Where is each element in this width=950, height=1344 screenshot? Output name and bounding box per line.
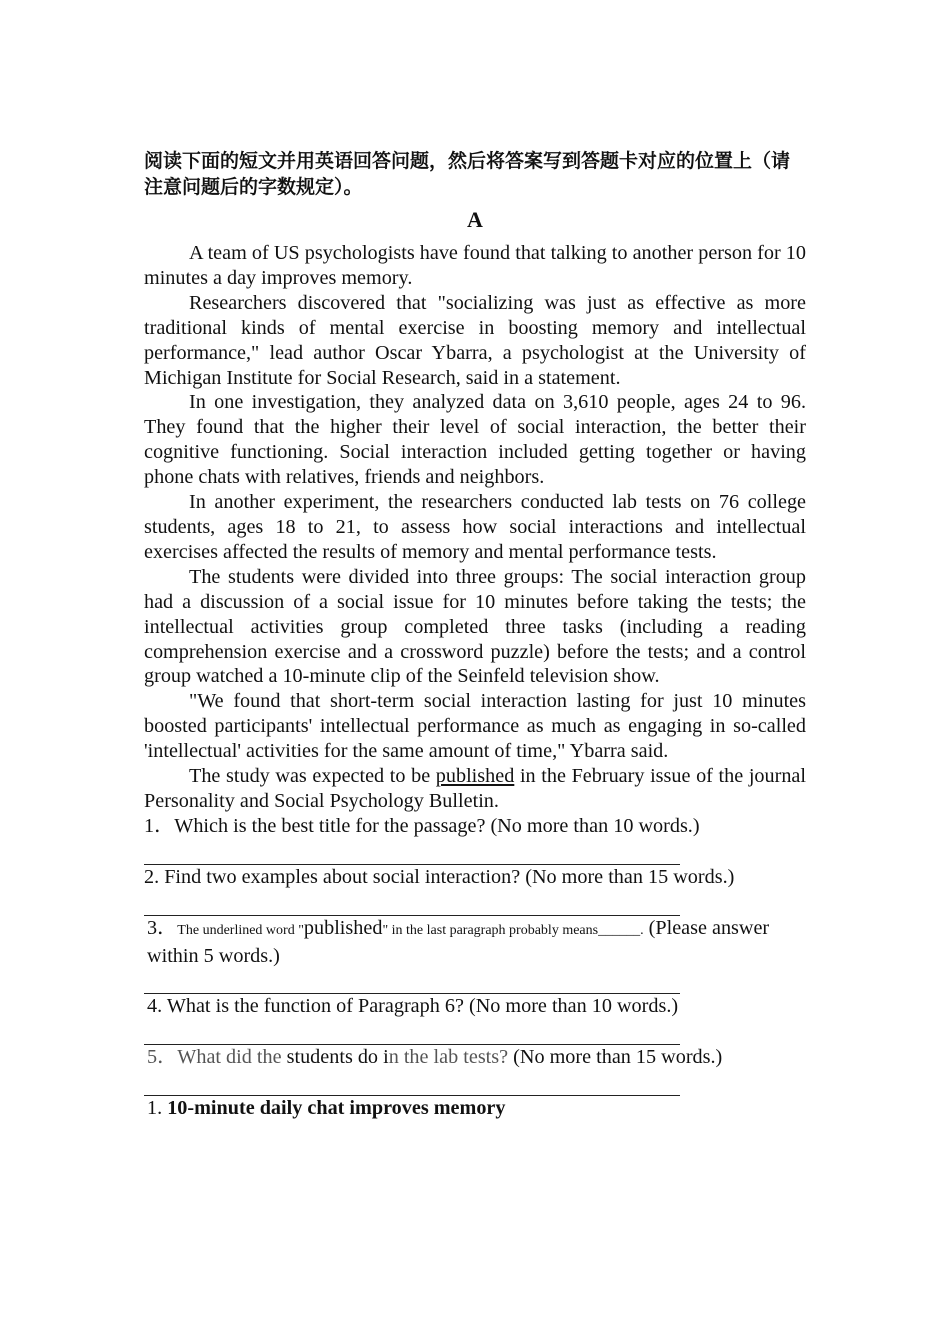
question-4: 4. What is the function of Paragraph 6? (No more than 10 words.) xyxy=(147,995,679,1018)
answer-line-1[interactable] xyxy=(144,839,680,865)
question-5-number: 5． xyxy=(147,1046,178,1069)
answer-line-2[interactable] xyxy=(144,890,680,916)
answer-text: 10-minute daily chat improves memory xyxy=(167,1097,506,1120)
question-3-tail: (Please answer within 5 words.) xyxy=(147,916,770,967)
paragraph-7-start: The study was expected to be xyxy=(189,765,436,788)
document-page xyxy=(144,148,806,1121)
question-1: 1．Which is the best title for the passage? (No more than 10 words.) xyxy=(144,814,700,837)
paragraph-5: The students were divided into three groups: The social interaction group had a discussion of a social issue for 10 minutes before taking the tests; the intellectual activities group completed three tasks (including a reading comprehension exercise and a crossword puzzle) before the tests; and a control group watched a 10-minute clip of the Seinfeld television show. xyxy=(144,565,806,688)
paragraph-3: In one investigation, they analyzed data on 3,610 people, ages 24 to 96. They found that the higher their level of social interaction, the better their cognitive functioning. Social interaction included getting together or having phone chats with relatives, friends and neighbors. xyxy=(144,391,806,489)
answer-1 xyxy=(144,1096,806,1121)
question-3-number: 3． xyxy=(147,916,178,939)
question-5 xyxy=(144,1045,806,1070)
paragraph-7 xyxy=(144,764,806,814)
paragraph-4: In another experiment, the researchers conducted lab tests on 76 college students, ages 18 to 21, to assess how social interactions and intellectual exercises affected the results of memory and mental performance tests. xyxy=(144,491,806,563)
question-3-word: published xyxy=(303,916,383,939)
answer-line-4[interactable] xyxy=(144,1019,680,1045)
question-5-text-b: students do i xyxy=(286,1046,389,1069)
answer-line-5[interactable] xyxy=(144,1070,680,1096)
paragraph-1: A team of US psychologists have found that talking to another person for 10 minutes a day improves memory. xyxy=(144,242,806,289)
question-5-text-a: What did the xyxy=(177,1046,287,1069)
answer-number: 1. xyxy=(147,1097,168,1120)
question-3-text-a: The underlined word " xyxy=(177,922,304,938)
instruction-text: 阅读下面的短文并用英语回答问题，然后将答案写到答题卡对应的位置上（请注意问题后的字数规定）。 xyxy=(144,150,791,198)
answer-line-3[interactable] xyxy=(144,968,680,994)
question-5-text-c: n the lab tests? xyxy=(388,1046,509,1069)
question-3 xyxy=(144,916,806,969)
section-title: A xyxy=(467,207,483,232)
question-3-text-b: " in the last paragraph probably means______. xyxy=(382,922,644,938)
question-5-text-d: (No more than 15 words.) xyxy=(508,1046,723,1069)
underlined-word: published xyxy=(435,765,515,788)
paragraph-6: "We found that short-term social interaction lasting for just 10 minutes boosted participants' intellectual performance as much as engaging in so-called 'intellectual' activities for the same amount of time," Ybarra said. xyxy=(144,690,806,763)
paragraph-2: Researchers discovered that "socializing was just as effective as more traditional kinds of mental exercise in boosting memory and intellectual performance," lead author Oscar Ybarra, a psychologist at the University of Michigan Institute for Social Research, said in a statement. xyxy=(144,291,806,389)
question-2: 2. Find two examples about social interaction? (No more than 15 words.) xyxy=(144,865,735,888)
paragraph-7-end: in the February issue of the journal Personality and Social Psychology Bulletin. xyxy=(144,765,806,812)
